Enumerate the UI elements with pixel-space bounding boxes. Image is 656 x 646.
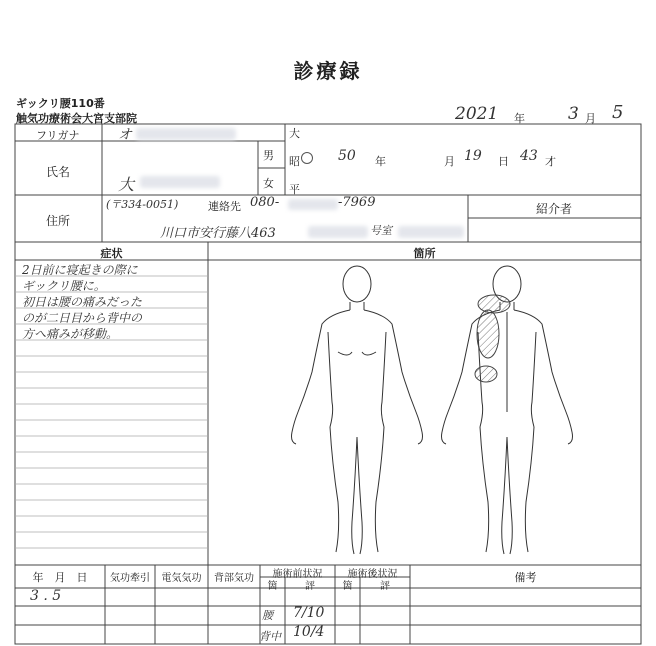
address-label: 住所 bbox=[46, 214, 71, 228]
col-post-status: 施術後状況 bbox=[347, 569, 398, 580]
symptom-line: のが二日目から背中の bbox=[22, 311, 143, 325]
location-label: 箇所 bbox=[413, 247, 436, 260]
sub-post-score: 評 bbox=[380, 581, 390, 592]
col-back-qigong: 背部気功 bbox=[214, 573, 254, 584]
redacted-phone bbox=[288, 199, 338, 210]
furigana-label: フリガナ bbox=[36, 129, 80, 142]
date-year-unit: 年 bbox=[514, 112, 525, 125]
row-date: 3 . 5 bbox=[30, 588, 62, 604]
symptom-line: 初日は腰の痛みだった bbox=[22, 295, 143, 309]
name-label: 氏名 bbox=[46, 165, 71, 179]
date-year: 2021 bbox=[455, 104, 499, 124]
redacted-name bbox=[140, 176, 220, 188]
col-pre-status: 施術前状況 bbox=[272, 569, 323, 580]
sub-post-spot: 箇 bbox=[342, 581, 353, 592]
symptom-line: 方へ痛みが移動。 bbox=[22, 327, 119, 341]
name-value: 大 bbox=[118, 175, 135, 194]
col-remarks: 備考 bbox=[514, 571, 537, 584]
symptoms-label: 症状 bbox=[100, 247, 123, 260]
postal-code: (〒334-0051) bbox=[106, 198, 179, 211]
birth-day: 19 bbox=[464, 148, 482, 164]
mid-back-mark bbox=[477, 310, 499, 358]
row-spot: 腰 bbox=[262, 609, 273, 622]
era-circle-mark bbox=[301, 152, 313, 164]
page-title: 診療録 bbox=[293, 59, 363, 83]
address-line: 川口市安行藤八463 bbox=[160, 226, 276, 241]
col-qigong-traction: 気功牽引 bbox=[110, 573, 150, 584]
era-taisho: 大 bbox=[289, 127, 300, 140]
age-unit: 才 bbox=[545, 155, 556, 168]
symptom-line: ギックリ腰に。 bbox=[22, 279, 106, 293]
body-diagram bbox=[280, 262, 580, 562]
age-value: 43 bbox=[520, 148, 538, 164]
symptom-line: 2日前に寝起きの際に bbox=[22, 263, 138, 277]
era-showa: 昭 bbox=[289, 155, 300, 168]
phone-label: 連絡先 bbox=[208, 200, 241, 213]
furigana-value: オ bbox=[118, 127, 132, 143]
row-spot: 背中 bbox=[259, 630, 281, 643]
date-month: 3 bbox=[568, 104, 579, 124]
gender-male: 男 bbox=[263, 149, 274, 162]
birth-month-unit: 月 bbox=[444, 155, 455, 168]
redacted-address bbox=[308, 226, 368, 238]
upper-back-mark bbox=[478, 295, 510, 313]
birth-year-unit: 年 bbox=[375, 155, 386, 168]
row-score: 10/4 bbox=[293, 624, 325, 640]
sub-pre-spot: 箇 bbox=[267, 581, 278, 592]
referrer-label: 紹介者 bbox=[536, 202, 573, 216]
phone-suffix: -7969 bbox=[338, 195, 376, 210]
sub-pre-score: 評 bbox=[305, 581, 315, 592]
date-day: 5 bbox=[612, 102, 624, 123]
birth-year: 50 bbox=[338, 148, 356, 164]
gender-female: 女 bbox=[263, 177, 274, 190]
era-heisei: 平 bbox=[289, 183, 300, 196]
redacted-furigana bbox=[136, 128, 236, 140]
symptoms-notes bbox=[22, 262, 142, 342]
date-month-unit: 月 bbox=[585, 112, 596, 125]
org-name: ギックリ腰110番 bbox=[16, 97, 105, 110]
lower-back-mark bbox=[475, 366, 497, 382]
birth-day-unit: 日 bbox=[498, 155, 509, 168]
back-body-figure bbox=[442, 266, 573, 554]
phone-prefix: 080- bbox=[250, 195, 280, 210]
col-electric-qigong: 電気気功 bbox=[161, 573, 202, 584]
front-body-figure bbox=[292, 266, 423, 554]
row-score: 7/10 bbox=[293, 605, 325, 621]
org-branch: 触気功療術会大宮支部院 bbox=[16, 112, 137, 125]
address-suffix: 号室 bbox=[370, 224, 392, 237]
redacted-address-room bbox=[398, 226, 464, 238]
col-date: 年 月 日 bbox=[32, 571, 88, 584]
